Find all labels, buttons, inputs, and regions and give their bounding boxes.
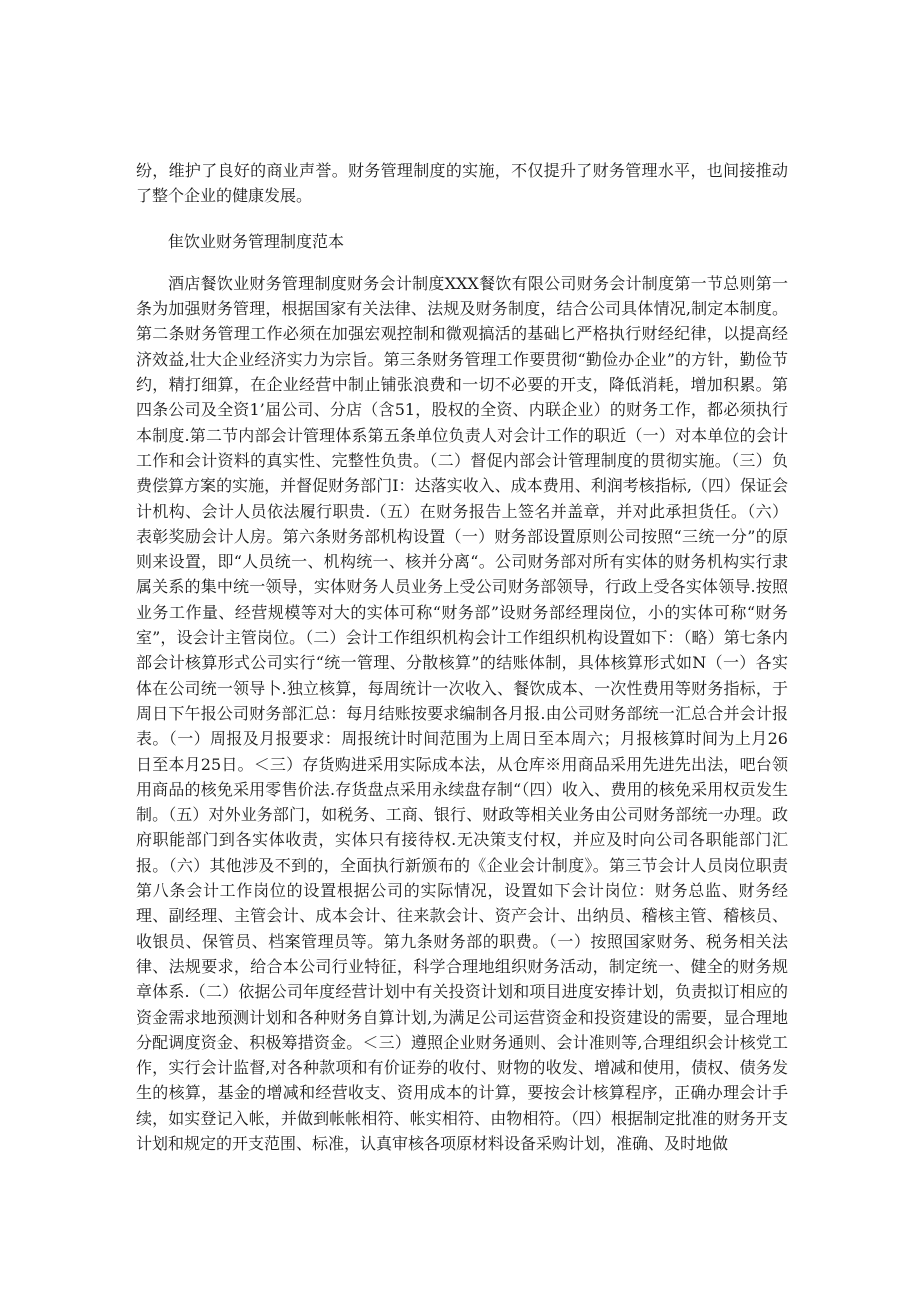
document-page <box>136 158 788 1156</box>
section-heading: 隹饮业财务管理制度范本 <box>168 231 345 251</box>
body-paragraph: 酒店餐饮业财务管理制度财务会计制度XXX餐饮有限公司财务会计制度第一节总则第一条为加强财务管理，根据国家有关法律、法规及财务制度，结合公司具体情况,制定本制度。第二条财务管理工作必须在加强宏观控制和微观搞活的基础匕严格执行财经纪律，以提高经济效益,壮大企业经济实力为宗旨。第三条财务管理工作要贯彻“勤俭办企业”的方针，勤俭节约，精打细算，在企业经营中制止铺张浪费和一切不必要的开支，降低消耗，增加积累。第四条公司及全资1’届公司、分店（含51，股权的全资、内联企业）的财务工作，都必须执行本制度.第二节内部会计管理体系第五条单位负责人对会计工作的职近（一）对本单位的会计工作和会计资料的真实性、完整性负贵。（二）督促内部会计管理制度的贯彻实施。（三）负费偿算方案的实施，并督促财务部门I：达落实收入、成本费用、利润考核指标,（四）保证会计机构、会计人员依法履行职贵.（五）在财务报告上签名并盖章，并对此承担货任。（六）表彰奖励会计人房。第六条财务部机构设置（一）财务部设置原则公司按照“三统一分”的原则来设置，即“人员统一、机构统一、核并分离“。公司财务部对所有实体的财务机构实行隶属关系的集中统一领导，实体财务人员业务上受公司财务部领导，行政上受各实体领导.按照业务工作量、经营规模等对大的实体可称“财务部”设财务部经理岗位，小的实体可称“财务室”，设会计主管岗位。（二）会计工作组织机构会计工作组织机构设置如下：（略）第七条内部会计核算形式公司实行“统一管理、分散核算”的结账体制，具体核算形式如N（一）各实体在公司统一领导卜.独立核算，每周统计一次收入、餐饮成本、一次性费用等财务指标，于周日下午报公司财务部汇总：每月结账按要求编制各月报.由公司财务部统一汇总合并会计报表。（一）周报及月报要求：周报统计时间范围为上周日至本周六；月报核算时间为上月26日至本月25日。＜三）存货购进采用实际成本法，从仓库※用商品采用先进先出法，吧台领用商品的核免采用零售价法.存货盘点采用永续盘存制“（四）收入、费用的核免采用权贡发生制。（五）对外业务部门，如税务、工商、银行、财政等相关业务由公司财务部统一办理。政府职能部门到各实体收责，实体只有接待权.无决策支付权，并应及时向公司各职能部门汇报。（六）其他涉及不到的，全面执行新颁布的《企业会计制度》。第三节会计人员岗位职责第八条会计工作岗位的设置根据公司的实际情况，设置如下会计岗位：财务总监、财务经理、副经理、主管会计、成本会计、往来款会计、资产会计、出纳员、稽核主管、稽核员、收银员、保管员、档案管理员等。第九条财务部的职费。（一）按照国家财务、税务相关法律、法规要求，给合本公司行业特征，科学合理地组织财务活动，制定统一、健全的财务规章体系.（二）依据公司年度经营计划中有关投资计划和项目进度安捧计划，负责拟订相应的资金需求地预测计划和各种财务自算计划,为满足公司运营资金和投资建设的需要，显合理地分配调度资金、积极筹措资金。＜三）遵照企业财务通则、会计准则等,合理组织会计核党工作，实行会计监督,对各种款项和有价证券的收付、财物的收发、增减和使用，债权、债务发生的核算，基金的增减和经营收支、资用成本的计算，要按会计核算程序，正确办理会计手续，如实登记入帐，并做到帐帐相符、帐实相符、由物相符。（四）根据制定批准的财务开支计划和规定的开支范围、标准，认真审核各项原材料设备采购计划，准确、及时地做 <box>136 273 788 1153</box>
intro-paragraph: 纷，维护了良好的商业声誉。财务管理制度的实施，不仅提升了财务管理水平，也间接推动了整个企业的健康发展。 <box>136 161 788 206</box>
